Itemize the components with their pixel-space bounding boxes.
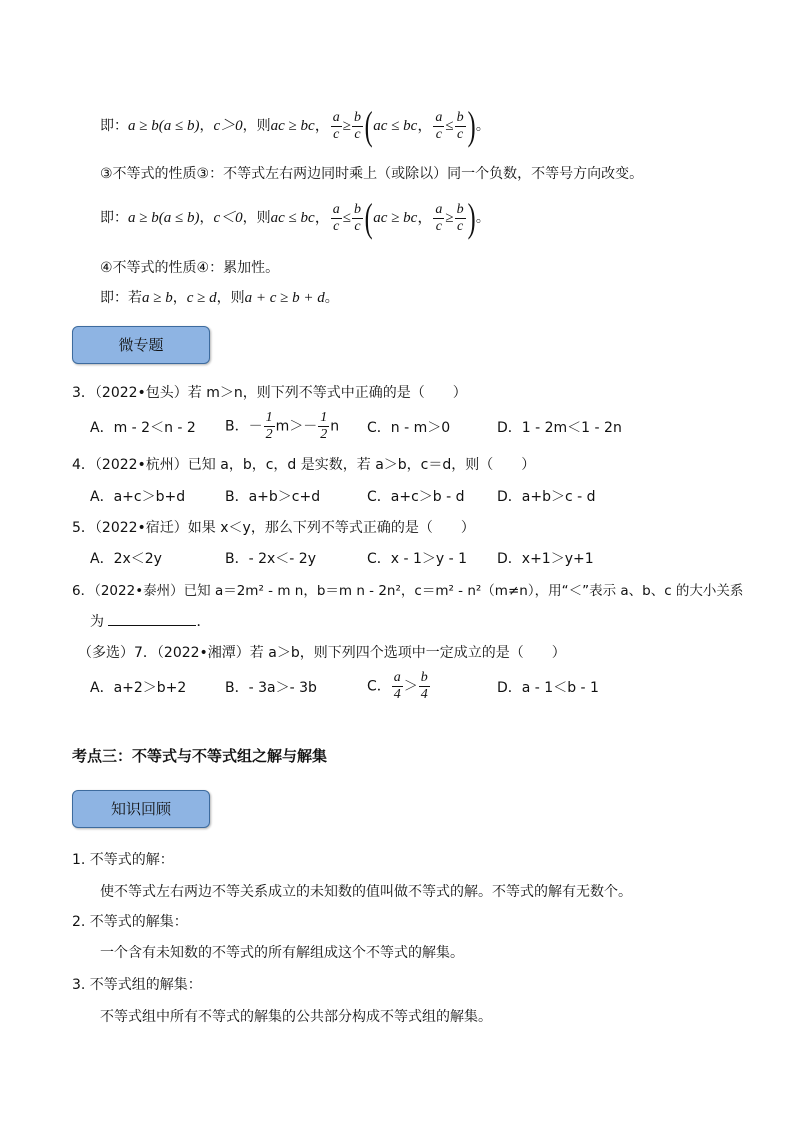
question-3-option-a: A．m - 2＜n - 2	[90, 420, 196, 436]
answer-blank[interactable]	[108, 611, 196, 626]
knowledge-1-body: 使不等式左右两边不等关系成立的未知数的值叫做不等式的解。不等式的解有无数个。	[100, 884, 632, 900]
question-5-stem: 5．（2022•宿迁）如果 x＜y，那么下列不等式正确的是（ ）	[72, 520, 475, 536]
knowledge-2-body: 一个含有未知数的不等式的所有解组成这个不等式的解集。	[100, 945, 464, 961]
question-4-stem: 4．（2022•杭州）已知 a，b，c，d 是实数，若 a＞b，c＝d，则（ ）	[72, 457, 536, 473]
question-7-option-c: C． $\frac{a}{4}$ ＞ $\frac{b}{4}$	[367, 670, 428, 702]
question-7-option-b: B．- 3a＞- 3b	[225, 680, 317, 696]
knowledge-2-title: 2. 不等式的解集：	[72, 914, 188, 930]
question-7-option-a: A．a+2＞b+2	[90, 680, 187, 696]
question-3-stem: 3．（2022•包头）若 m＞n，则下列不等式中正确的是（ ）	[72, 385, 467, 401]
question-4-option-a: A．a+c＞b+d	[90, 489, 186, 505]
question-3-option-c: C．n - m＞0	[367, 420, 451, 436]
question-7-option-d: D．a - 1＜b - 1	[497, 680, 599, 696]
question-4-option-b: B．a+b＞c+d	[225, 489, 321, 505]
knowledge-review-badge: 知识回顾	[72, 790, 210, 828]
property4-formula: 即：若a ≥ b，c ≥ d，则a + c ≥ b + d。	[100, 290, 339, 306]
micro-topic-badge: 微专题	[72, 326, 210, 364]
question-3-option-b: B．－ $\frac{1}{2}$ m＞－ $\frac{1}{2}$ n	[225, 410, 340, 442]
property2-formula: 即：a ≥ b(a ≤ b)，c＞0，则ac ≥ bc， $\frac{a}{c}$ ≥ $\frac{b}{c}$ (ac ≤ bc， $\frac{a}{c}$ ≤ $\frac{b}{c}$ )。	[100, 103, 490, 148]
knowledge-3-body: 不等式组中所有不等式的解集的公共部分构成不等式组的解集。	[100, 1009, 492, 1025]
knowledge-3-title: 3. 不等式组的解集：	[72, 977, 202, 993]
question-3-option-d: D．1 - 2m＜1 - 2n	[497, 420, 622, 436]
question-5-option-b: B．- 2x＜- 2y	[225, 551, 316, 567]
question-6-stem: 6．（2022•泰州）已知 a＝2m² - m n，b＝m n - 2n²，c＝m² - n²（m≠n），用“＜”表示 a、b、c 的大小关系	[72, 583, 744, 599]
knowledge-1-title: 1. 不等式的解：	[72, 852, 174, 868]
property3-text: ③不等式的性质③：不等式左右两边同时乘上（或除以）同一个负数，不等号方向改变。	[100, 166, 644, 182]
question-6-answer-line: 为 ．	[90, 611, 210, 632]
section-3-heading: 考点三：不等式与不等式组之解与解集	[72, 747, 328, 765]
question-4-option-c: C．a+c＞b - d	[367, 489, 465, 505]
question-5-option-c: C．x - 1＞y - 1	[367, 551, 468, 567]
property4-text: ④不等式的性质④：累加性。	[100, 260, 280, 276]
question-4-option-d: D．a+b＞c - d	[497, 489, 596, 505]
property3-formula: 即：a ≥ b(a ≤ b)，c＜0，则ac ≤ bc， $\frac{a}{c}$ ≤ $\frac{b}{c}$ (ac ≥ bc， $\frac{a}{c}$ ≥ $\frac{b}{c}$ )。	[100, 195, 490, 240]
question-7-stem: （多选）7．（2022•湘潭）若 a＞b，则下列四个选项中一定成立的是（ ）	[78, 645, 566, 661]
question-5-option-a: A．2x＜2y	[90, 551, 162, 567]
question-5-option-d: D．x+1＞y+1	[497, 551, 594, 567]
